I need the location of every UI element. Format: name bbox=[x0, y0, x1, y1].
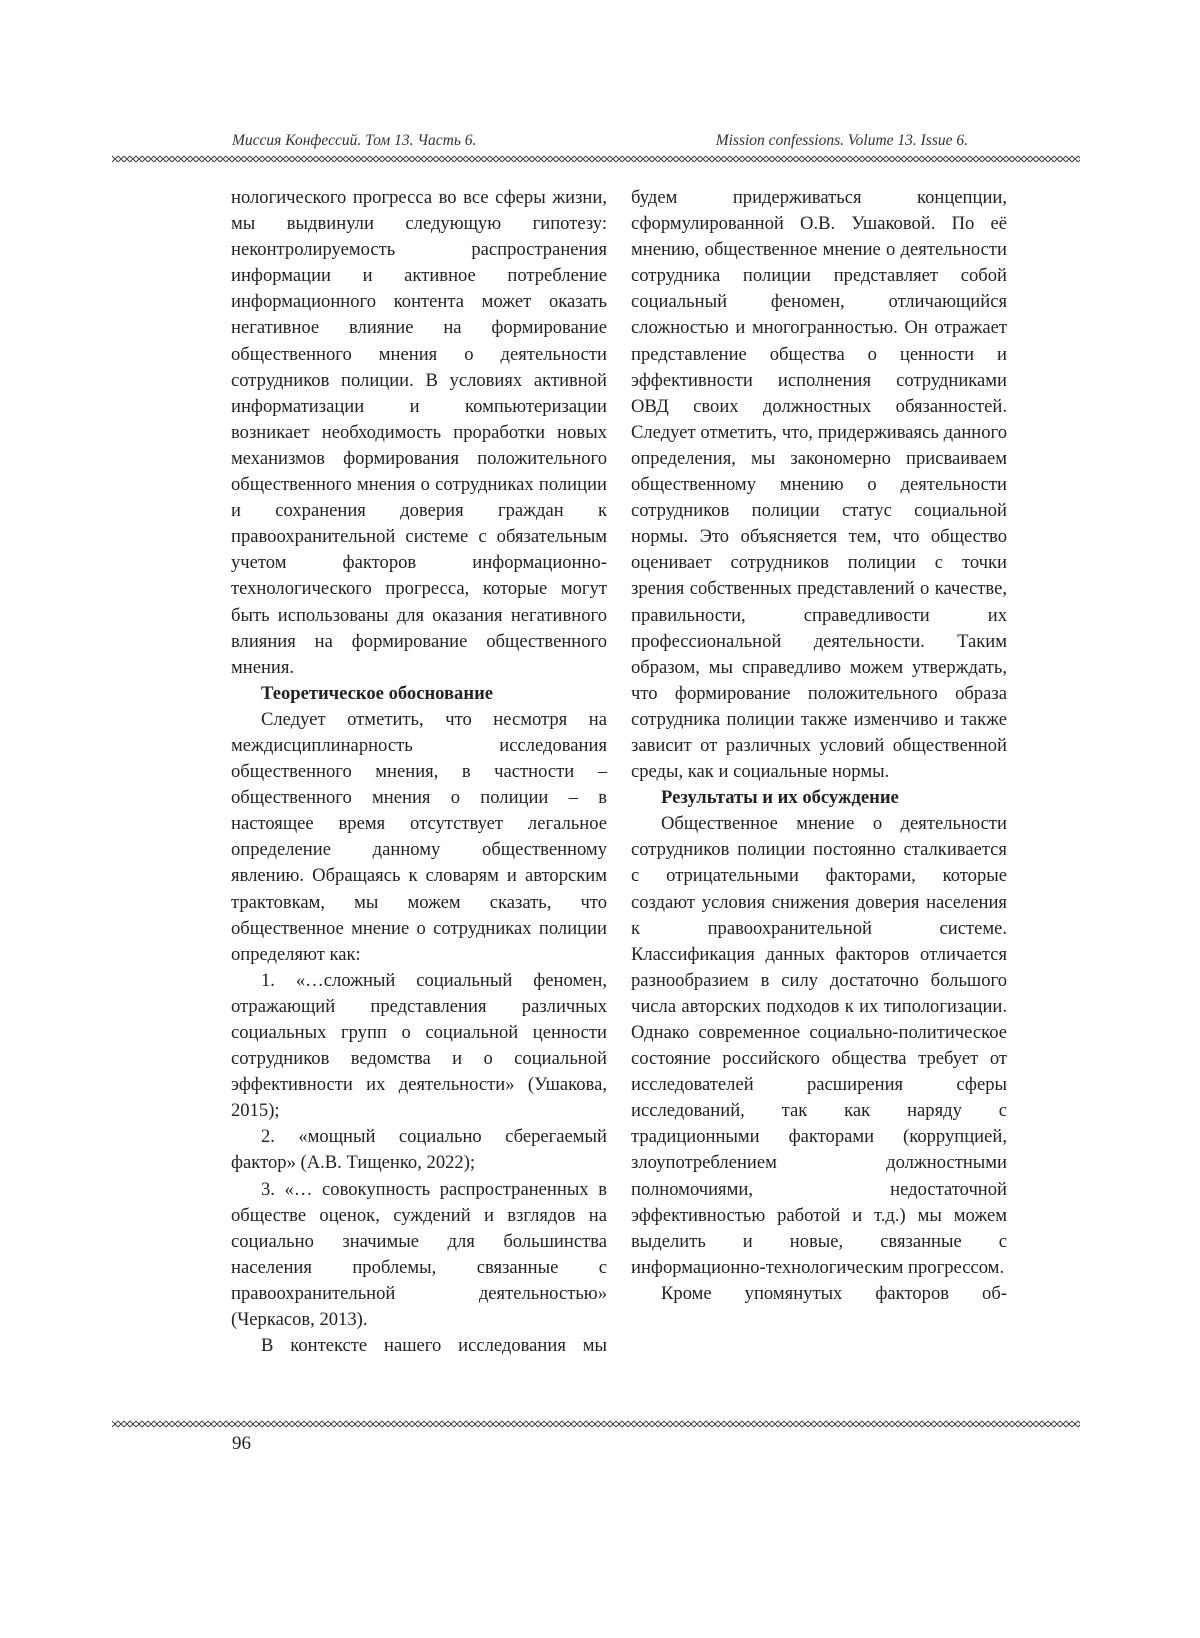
bottom-ornament-rule bbox=[112, 1420, 1080, 1428]
right-column bbox=[631, 185, 1007, 1307]
section-heading-results: Результаты и их обсуждение bbox=[661, 787, 899, 809]
paragraph: Кроме упомянутых факторов об- bbox=[661, 1282, 1007, 1304]
paragraph: В контексте нашего исследования мы bbox=[261, 1335, 607, 1357]
left-column bbox=[231, 185, 607, 1359]
list-item-definition-2: 2. «мощный социально сберегаемый фактор» (А.В. Тищенко, 2022); bbox=[231, 1126, 607, 1174]
paragraph: будем придерживаться концепции, сформулированной О.В. Ушаковой. По её мнению, общественное мнение о деятельности сотрудника полиции представляет собой социальный феномен, отличающийся сложностью и многогранностью. Он отражает представление общества о ценности и эффективности исполнения сотрудниками ОВД своих должностных обязанностей. Следует отметить, что, придерживаясь данного определения, мы закономерно присваиваем общественному мнению о деятельности сотрудников полиции статус социальной нормы. Это объясняется тем, что общество оценивает сотрудников полиции с точки зрения собственных представлений о качестве, правильности, справедливости их профессиональной деятельности. Таким образом, мы справедливо можем утверждать, что формирование положительного образа сотрудника полиции также изменчиво и также зависит от различных условий общественной среды, как и социальные нормы. bbox=[631, 187, 1007, 783]
paragraph: нологического прогресса во все сферы жизни, мы выдвинули следующую гипотезу: неконтролируемость распространения информации и активное потребление информационного контента может оказать негативное влияние на формирование общественного мнения о деятельности сотрудников полиции. В условиях активной информатизации и компьютеризации возникает необходимость проработки новых механизмов формирования положительного общественного мнения о сотрудниках полиции и сохранения доверия граждан к правоохранительной системе с обязательным учетом факторов информационно-технологического прогресса, которые могут быть использованы для оказания негативного влияния на формирование общественного мнения. bbox=[231, 187, 607, 678]
header-journal-title-en: Mission confessions. Volume 13. Issue 6. bbox=[715, 132, 968, 149]
paragraph: Следует отметить, что несмотря на междисциплинарность исследования общественного мнения, в частности – общественного мнения о полиции – в настоящее время отсутствует легальное определение данному общественному явлению. Обращаясь к словарям и авторским трактовкам, мы можем сказать, что общественное мнение о сотрудниках полиции определяют как: bbox=[231, 708, 607, 965]
top-ornament-rule bbox=[112, 155, 1080, 163]
running-header bbox=[232, 132, 968, 156]
header-journal-title-ru: Миссия Конфессий. Том 13. Часть 6. bbox=[232, 132, 477, 149]
section-heading-theory: Теоретическое обоснование bbox=[261, 682, 494, 704]
list-item-definition-3: 3. «… совокупность распространенных в обществе оценок, суждений и взглядов на социально значимые для большинства населения проблемы, связанные с правоохранительной деятельностью» (Черкасов, 2013). bbox=[231, 1178, 607, 1331]
list-item-definition-1: 1. «…сложный социальный феномен, отражающий представления различных социальных групп о социальной ценности сотрудников ведомства и о социальной эффективности их деятельности» (Ушакова, 2015); bbox=[231, 969, 607, 1122]
page-number: 96 bbox=[232, 1433, 251, 1454]
paragraph: Общественное мнение о деятельности сотрудников полиции постоянно сталкивается с отрицательными факторами, которые создают условия снижения доверия населения к правоохранительной системе. Классификация данных факторов отличается разнообразием в силу достаточно большого числа авторских подходов к их типологизации. Однако современное социально-политическое состояние российского общества требует от исследователей расширения сферы исследований, так как наряду с традиционными факторами (коррупцией, злоупотреблением должностными полномочиями, недостаточной эффективностью работой и т.д.) мы можем выделить и новые, связанные с информационно-технологическим прогрессом. bbox=[631, 813, 1007, 1278]
